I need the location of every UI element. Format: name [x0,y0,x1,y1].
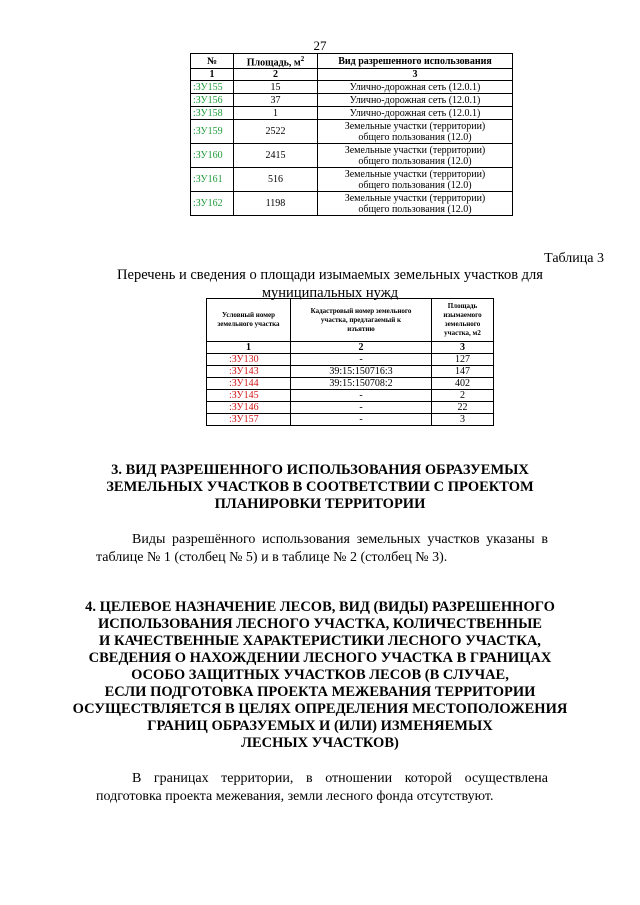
table-row [191,144,513,168]
column-number-row: 1 2 3 [207,342,494,354]
plot-use: Улично-дорожная сеть (12.0.1) [318,107,513,120]
cadastral-number: 39:15:150716:3 [291,366,432,378]
plot-use: Земельные участки (территории) общего пользования (12.0) [318,120,513,144]
seized-area: 3 [432,414,494,426]
seized-area: 2 [432,390,494,402]
col-header-number: № [191,54,234,69]
plot-area: 1198 [234,192,318,216]
seized-plots-table [206,298,494,426]
table-row [207,366,494,378]
plot-code: :ЗУ130 [207,354,291,366]
table-row [191,107,513,120]
seized-area: 22 [432,402,494,414]
plot-use: Улично-дорожная сеть (12.0.1) [318,81,513,94]
plot-area: 2415 [234,144,318,168]
plot-code: :ЗУ157 [207,414,291,426]
col-header-cadastral: Кадастровый номер земельного участка, предлагаемый к изъятию [291,299,432,342]
col-header-plot-number: Условный номер земельного участка [207,299,291,342]
plot-area: 15 [234,81,318,94]
plot-code: :ЗУ144 [207,378,291,390]
section-4-text: В границах территории, в отношении которой осуществлена подготовка проекта межевания, земли лесного фонда отсутствуют. [96,771,548,804]
table-row [191,81,513,94]
cadastral-number: 39:15:150708:2 [291,378,432,390]
table-row [207,354,494,366]
section-3-text: Виды разрешённого использования земельных участков указаны в таблице № 1 (столбец № 5) и в таблице № 2 (столбец № 3). [96,532,548,565]
plot-code: :ЗУ156 [191,94,234,107]
plot-code: :ЗУ161 [191,168,234,192]
plot-area: 2522 [234,120,318,144]
col-header-use: Вид разрешенного использования [318,54,513,69]
cadastral-number: - [291,414,432,426]
plot-area: 1 [234,107,318,120]
plot-use: Земельные участки (территории) общего пользования (12.0) [318,192,513,216]
table-row [191,94,513,107]
table-row [207,378,494,390]
plot-code: :ЗУ158 [191,107,234,120]
cadastral-number: - [291,354,432,366]
table-row [207,402,494,414]
table-row [191,168,513,192]
section-3-heading: 3. ВИД РАЗРЕШЕННОГО ИСПОЛЬЗОВАНИЯ ОБРАЗУЕМЫХ ЗЕМЕЛЬНЫХ УЧАСТКОВ В СООТВЕТСТВИИ С ПРОЕКТОМ ПЛАНИРОВКИ ТЕРРИТОРИИ [106,462,534,512]
table-caption: Таблица 3 [544,251,604,266]
col-header-area: Площадь, $м^2$ [234,54,318,69]
plot-code: :ЗУ143 [207,366,291,378]
plot-code: :ЗУ162 [191,192,234,216]
plot-area: 37 [234,94,318,107]
seized-area: 147 [432,366,494,378]
page-number: 27 [313,38,327,53]
section-4-heading: 4. ЦЕЛЕВОЕ НАЗНАЧЕНИЕ ЛЕСОВ, ВИД (ВИДЫ) РАЗРЕШЕННОГО ИСПОЛЬЗОВАНИЯ ЛЕСНОГО УЧАСТКА, КОЛИЧЕСТВЕННЫЕ И КАЧЕСТВЕННЫЕ ХАРАКТЕРИСТИКИ ЛЕСНОГО УЧАСТКА, СВЕДЕНИЯ О НАХОЖДЕНИИ ЛЕСНОГО УЧАСТКА В ГРАНИЦАХ ОСОБО ЗАЩИТНЫХ УЧАСТКОВ ЛЕСОВ (В СЛУЧАЕ, ЕСЛИ ПОДГОТОВКА ПРОЕКТА МЕЖЕВАНИЯ ТЕРРИТОРИИ ОСУЩЕСТВЛЯЕТСЯ В ЦЕЛЯХ ОПРЕДЕЛЕНИЯ МЕСТОПОЛОЖЕНИЯ ГРАНИЦ ОБРАЗУЕМЫХ И (ИЛИ) ИЗМЕНЯЕМЫХ ЛЕСНЫХ УЧАСТКОВ) [72,599,568,751]
plot-code: :ЗУ159 [191,120,234,144]
plot-code: :ЗУ145 [207,390,291,402]
seized-area: 127 [432,354,494,366]
cadastral-number: - [291,402,432,414]
table-row [207,414,494,426]
plot-use: Земельные участки (территории) общего пользования (12.0) [318,168,513,192]
land-use-table [190,53,513,216]
plot-area: 516 [234,168,318,192]
table-row [191,192,513,216]
plot-code: :ЗУ155 [191,81,234,94]
seized-area: 402 [432,378,494,390]
plot-use: Улично-дорожная сеть (12.0.1) [318,94,513,107]
column-number-row: 1 2 3 [191,69,513,81]
plot-code: :ЗУ146 [207,402,291,414]
col-header-seized-area: Площадь изымаемого земельного участка, м2 [432,299,494,342]
table-row [207,390,494,402]
cadastral-number: - [291,390,432,402]
table-row [191,120,513,144]
plot-use: Земельные участки (территории) общего пользования (12.0) [318,144,513,168]
plot-code: :ЗУ160 [191,144,234,168]
table-title: Перечень и сведения о площади изымаемых земельных участков для муниципальных нужд [117,267,543,301]
